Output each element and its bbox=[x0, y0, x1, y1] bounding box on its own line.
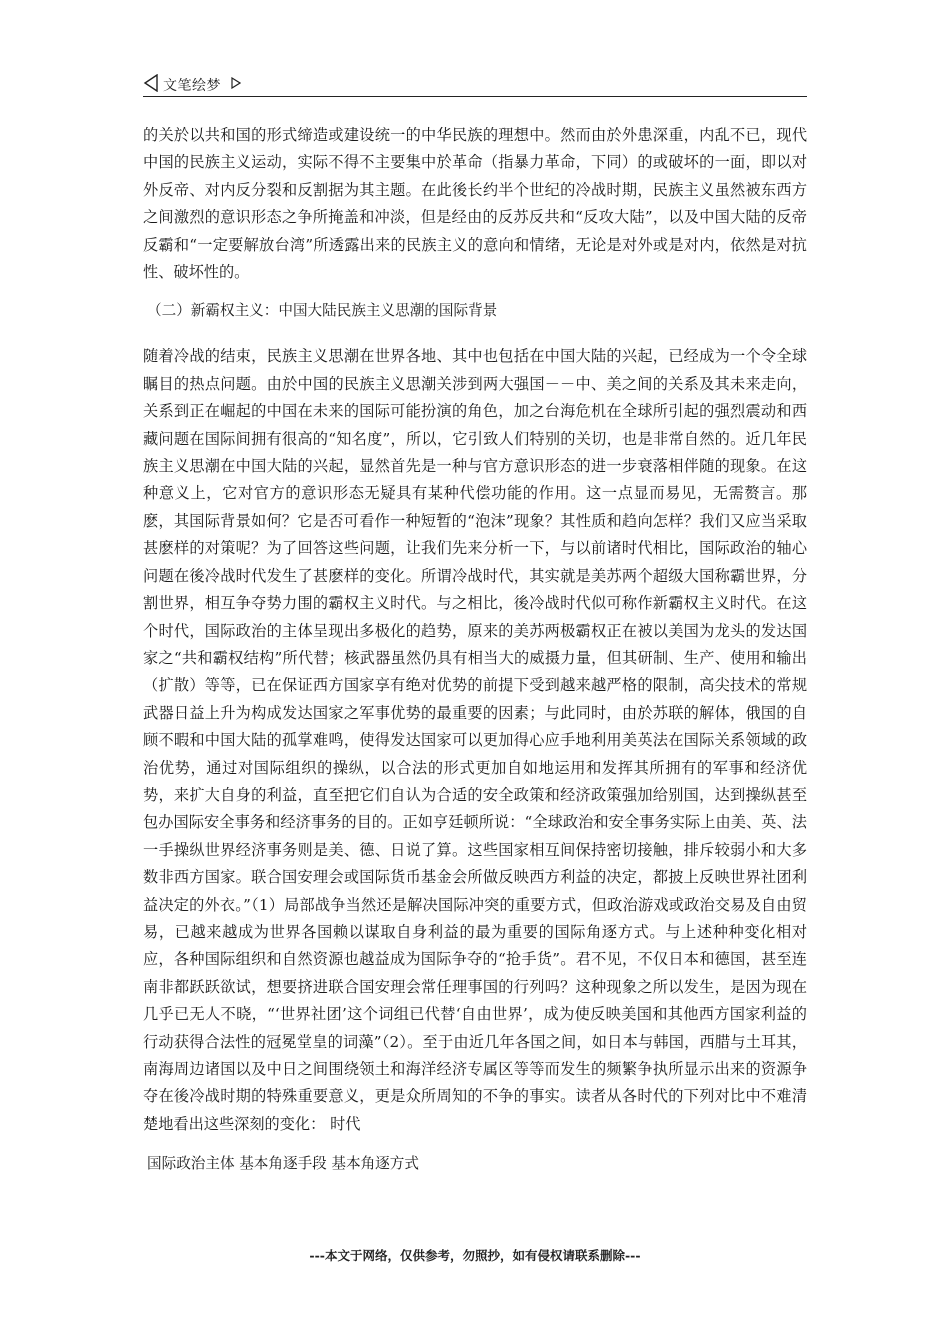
page-header bbox=[143, 72, 807, 97]
paragraph-main: 随着冷战的结束，民族主义思潮在世界各地、其中也包括在中国大陆的兴起，已经成为一个令全球瞩目的热点问题。由於中国的民族主义思潮关涉到两大强国－－中、美之间的关系及其未来走向，关系到正在崛起的中国在未来的国际可能扮演的角色，加之台海危机在全球所引起的强烈震动和西藏问题在国际间拥有很高的“知名度”，所以，它引致人们特别的关切，也是非常自然的。近几年民族主义思潮在中国大陆的兴起，显然首先是一种与官方意识形态的进一步衰落相伴随的现象。在这种意义上，它对官方的意识形态无疑具有某种代偿功能的作用。这一点显而易见，无需赘言。那麽，其国际背景如何？它是否可看作一种短暂的“泡沫”现象？其性质和趋向怎样？我们又应当采取甚麽样的对策呢？为了回答这些问题，让我们先来分析一下，与以前诸时代相比，国际政治的轴心问题在後冷战时代发生了甚麽样的变化。所谓冷战时代，其实就是美苏两个超级大国称霸世界，分割世界，相互争夺势力围的霸权主义时代。与之相比，後冷战时代似可称作新霸权主义时代。在这个时代，国际政治的主体呈现出多极化的趋势，原来的美苏两极霸权正在被以美国为龙头的发达国家之“共和霸权结构”所代替；核武器虽然仍具有相当大的威摄力量，但其研制、生产、使用和输出（扩散）等等，已在保证西方国家享有绝对优势的前提下受到越来越严格的限制，高尖技术的常规武器日益上升为构成发达国家之军事优势的最重要的因素；与此同时，由於苏联的解体，俄国的自顾不暇和中国大陆的孤掌难鸣，使得发达国家可以更加得心应手地利用美英法在国际关系领域的政治优势，通过对国际组织的操纵，以合法的形式更加自如地运用和发挥其所拥有的军事和经济优势，来扩大自身的利益，直至把它们自认为合适的安全政策和经济政策强加给别国，达到操纵甚至包办国际安全事务和经济事务的目的。正如亨廷顿所说：“全球政治和安全事务实际上由美、英、法一手操纵世界经济事务则是美、德、日说了算。这些国家相互间保持密切接触，排斥较弱小和大多数非西方国家。联合国安理会或国际货币基金会所做反映西方利益的决定，都披上反映世界社团利益决定的外衣。”（1）局部战争当然还是解决国际冲突的重要方式，但政治游戏或政治交易及自由贸易，已越来越成为世界各国赖以谋取自身利益的最为重要的国际角逐方式。与上述种种变化相对应，各种国际组织和自然资源也越益成为国际争夺的“抢手货”。君不见，不仅日本和德国，甚至连南非都跃跃欲试，想要挤进联合国安理会常任理事国的行列吗？这种现象之所以发生，是因为现在几乎已无人不晓，“‘世界社团’这个词组已代替‘自由世界’，成为使反映美国和其他西方国家利益的行动获得合法性的冠冕堂皇的词藻”（2）。至于由近几年各国之间，如日本与韩国，西腊与土耳其，南海周边诸国以及中日之间围绕领土和海洋经济专属区等等而发生的频繁争执所显示出来的资源争夺在後冷战时期的特殊重要意义，更是众所周知的不争的事实。读者从各时代的下列对比中不难清楚地看出这些深刻的变化： 时代 bbox=[143, 347, 807, 1133]
section-heading: （二）新霸权主义：中国大陆民族主义思潮的国际背景 bbox=[147, 302, 498, 320]
header-title: 文笔绘梦 bbox=[163, 78, 221, 94]
triangle-right-outline-icon bbox=[231, 77, 241, 89]
footer-disclaimer: ---本文于网络，仅供参考，勿照抄，如有侵权请联系删除--- bbox=[309, 1248, 641, 1263]
document-body bbox=[143, 122, 807, 1176]
triangle-left-outline-icon bbox=[143, 74, 159, 92]
table-header-row: 国际政治主体 基本角逐手段 基本角逐方式 bbox=[147, 1155, 419, 1173]
paragraph-intro: 的关於以共和国的形式缔造或建设统一的中华民族的理想中。然而由於外患深重，内乱不已，现代中国的民族主义运动，实际不得不主要集中於革命（指暴力革命，下同）的或破坏的一面，即以对外反帝、对内反分裂和反割据为其主题。在此後长约半个世纪的冷战时期，民族主义虽然被东西方之间激烈的意识形态之争所掩盖和冲淡，但是经由的反苏反共和“反攻大陆”，以及中国大陆的反帝反霸和“一定要解放台湾”所透露出来的民族主义的意向和情绪，无论是对外或是对内，依然是对抗性、破坏性的。 bbox=[143, 126, 807, 282]
